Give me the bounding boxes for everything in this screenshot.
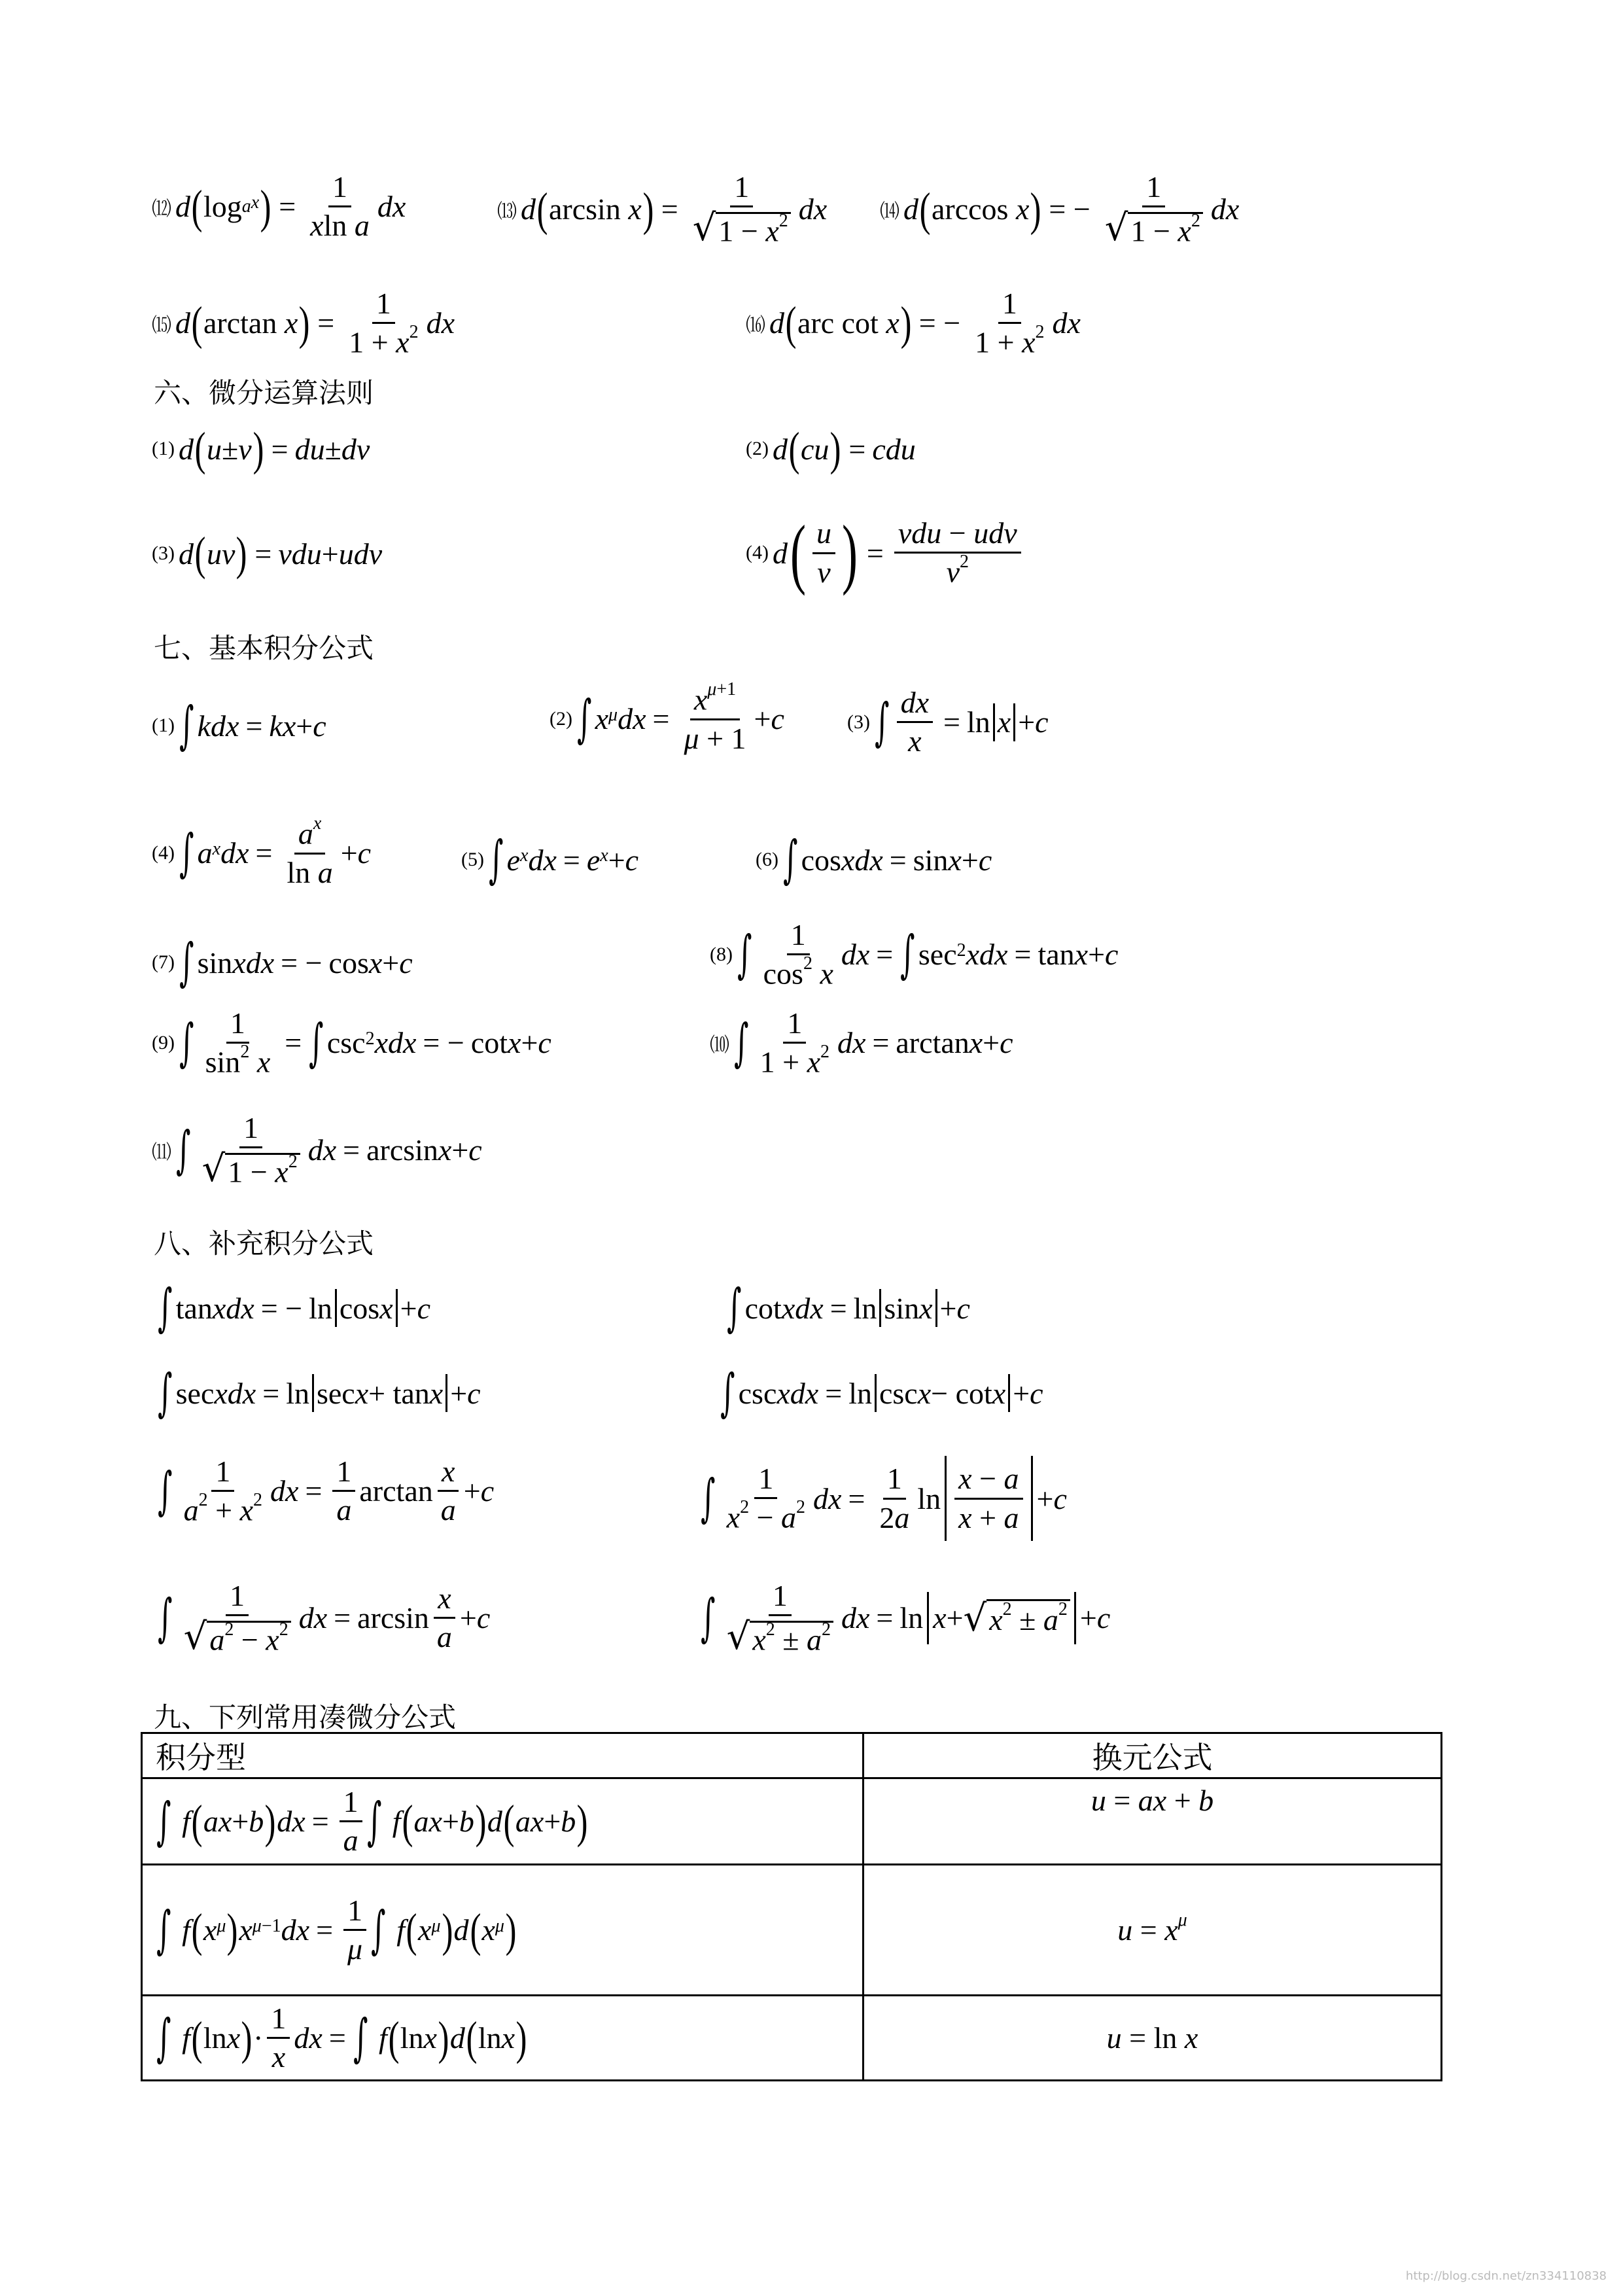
diff-rule-4: (4) d ( $\frac{u}{v}$ ) = $\frac{\text{vdu − udv}}{v^2}$	[746, 514, 1025, 592]
label-p4b: (4)	[152, 841, 175, 864]
watermark: http://blog.csdn.net/zn334110838	[1405, 2269, 1607, 2283]
integral-type-linear: ∫ f ( ax + b ) dx = $\frac{1}{a}$ ∫ f ( ax + b ) d ( ax + b )	[142, 1778, 864, 1865]
label-14: ⒁	[880, 200, 899, 222]
supp-int-csc: ∫ csc xdx = ln csc x − cot x + c	[720, 1364, 1043, 1422]
label-p6: (6)	[756, 849, 778, 870]
label-p1b: (1)	[152, 715, 175, 736]
label-p7: (7)	[152, 951, 175, 973]
label-p4: (4)	[746, 542, 769, 563]
int-formula-4: (4) ∫ a $^x$ dx = $\frac{a^x}{\text{ln a}}$ + c	[152, 813, 372, 889]
substitution-linear: u = ax + b	[864, 1778, 1442, 1865]
label-12: ⑿	[152, 198, 171, 220]
substitution-table	[141, 1732, 1442, 2081]
table-row	[142, 1865, 1442, 1996]
table-row	[142, 1996, 1442, 2081]
diff-rule-1: (1) d ( u ± v ) = du ± dv	[152, 423, 370, 475]
formula-16: ⒃ d ( arc cot x ) = − $\frac{1}{1 + x^2}$ dx	[746, 287, 1081, 359]
integral-type-power: ∫ f ( x $^\mu$ ) x $^{\mu -1}$ dx = $\frac{1}{\mu}$ ∫ f ( x $^\mu$ ) d ( x $^\mu$ )	[142, 1865, 864, 1996]
int-formula-2: (2) ∫ x $^\mu$ dx = $\frac{x^{\mu+1}}{\mu + 1}$ + c	[550, 679, 784, 755]
header-integral-type: 积分型	[142, 1733, 864, 1778]
int-formula-6: (6) ∫ cos xdx = sin x + c	[756, 830, 992, 889]
int-formula-11: ⑾ ∫ 1 √ $1 - x^2$ dx = arcsin x + c	[152, 1111, 482, 1191]
label-13: ⒀	[497, 200, 517, 222]
diff-rule-2: (2) d ( cu ) = cdu	[746, 423, 916, 475]
label-16: ⒃	[746, 314, 765, 336]
supp-int-cot: ∫ cot xdx = ln sin x + c	[727, 1279, 970, 1337]
supp-int-tan: ∫ tan xdx = − ln cos x + c	[158, 1279, 430, 1337]
substitution-log: u = ln x	[864, 1996, 1442, 2081]
label-p1: (1)	[152, 438, 175, 459]
section-9-title: 九、下列常用凑微分公式	[154, 1701, 457, 1733]
integral-type-log: ∫ f ( ln x ) · $\frac{1}{x}$ dx = ∫ f ( ln x ) d ( ln x )	[142, 1996, 864, 2081]
int-formula-10: ⑽ ∫ $\frac{1}{1 + x^2}$ dx = arctan x + c	[710, 1006, 1013, 1079]
formula-14: ⒁ d ( arccos x ) = − 1 √ $1 - x^2$ dx	[880, 170, 1240, 250]
formula-12: ⑿ d ( log a $^x$ ) = $\frac{1}{\text{xln a}}$ dx	[152, 170, 406, 243]
table-row	[142, 1778, 1442, 1865]
section-8-title: 八、补充积分公式	[154, 1227, 374, 1260]
header-substitution: 换元公式	[864, 1733, 1442, 1778]
section-7-title: 七、基本积分公式	[154, 632, 374, 664]
label-p8: (8)	[710, 943, 733, 965]
int-formula-1: (1) ∫ kdx = kx + c	[152, 696, 326, 755]
section-6-title: 六、微分运算法则	[154, 377, 374, 409]
int-formula-7: (7) ∫ sin xdx = − cos x + c	[152, 933, 413, 992]
label-p5: (5)	[461, 849, 484, 870]
substitution-power: $u = x^\mu$	[864, 1865, 1442, 1996]
label-p3b: (3)	[847, 711, 870, 733]
supp-int-sqrt-a2-minus-x2: ∫ 1 √ $a^2 - x^2$ dx = arcsin $\frac{x}{a}$ + c	[158, 1579, 491, 1659]
int-formula-3: (3) ∫ $\frac{dx}{x}$ = ln x + c	[847, 686, 1049, 758]
label-15: ⒂	[152, 314, 171, 336]
label-11: ⑾	[152, 1141, 171, 1163]
supp-int-a2-plus-x2: ∫ $\frac{1}{a^2 + x^2}$ dx = $\frac{1}{a}$ arctan $\frac{x}{a}$ + c	[158, 1455, 495, 1527]
int-formula-8: (8) ∫ $\frac{1}{\cos^2 x}$ dx = ∫ sec $^2$ xdx = tan x + c	[710, 918, 1119, 991]
label-p3: (3)	[152, 542, 175, 564]
formula-15: ⒂ d ( arctan x ) = $\frac{1}{1 + x^2}$ dx	[152, 287, 455, 359]
supp-int-x2-minus-a2: ∫ $\frac{1}{x^2 - a^2}$ dx = $\frac{1}{2a}$ ln $\frac{x - a}{x + a}$ + c	[700, 1456, 1067, 1541]
table-header-row	[142, 1733, 1442, 1778]
label-p2: (2)	[746, 438, 769, 459]
int-formula-9: (9) ∫ $\frac{1}{\sin^2 x}$ = ∫ csc $^2$ xdx = − cot x + c	[152, 1006, 551, 1079]
supp-int-sqrt-x2-pm-a2: ∫ 1 √ $x^2 \pm a^2$ dx = ln x + √ $x^2 \pm a^2$ + c	[701, 1579, 1111, 1659]
supp-int-sec: ∫ sec xdx = ln sec x + tan x + c	[158, 1364, 481, 1422]
int-formula-5: (5) ∫ e $^x$ dx = e $^x$ + c	[461, 830, 639, 889]
label-10: ⑽	[710, 1034, 729, 1056]
label-p9: (9)	[152, 1031, 175, 1053]
formula-13: ⒀ d ( arcsin x ) = 1 √ $1 - x^2$ dx	[497, 170, 828, 250]
label-p2b: (2)	[550, 707, 572, 730]
diff-rule-3: (3) d ( uv ) = vdu + udv	[152, 527, 383, 580]
